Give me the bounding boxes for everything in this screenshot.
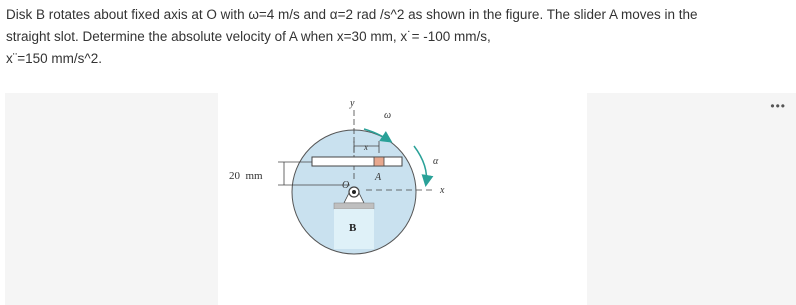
pin-o-center — [352, 190, 356, 194]
x-axis-label: x — [440, 185, 445, 196]
x-dim-label: x — [364, 142, 368, 152]
base-plate — [334, 203, 374, 209]
omega-label: ω — [384, 110, 392, 121]
question-figure — [218, 93, 587, 305]
dimension-label: 20 mm — [229, 170, 263, 182]
question-line-3: x¨=150 mm/s^2. — [6, 51, 102, 66]
left-gallery-panel — [5, 93, 218, 305]
slider-a — [374, 157, 384, 166]
right-gallery-panel — [587, 93, 796, 305]
alpha-label: α — [433, 156, 439, 167]
question-line-1: Disk B rotates about fixed axis at O with ω=4 m/s and α=2 rad /s^2 as shown in the figure. The slider A moves in the — [6, 7, 698, 22]
question-line-2: straight slot. Determine the absolute velocity of A when x=30 mm, x˙= -100 mm/s, — [6, 29, 491, 44]
slider-a-label: A — [375, 172, 382, 183]
y-axis-label: y — [350, 98, 355, 109]
alpha-arrow — [414, 146, 427, 184]
question-text — [6, 4, 791, 70]
more-options-button[interactable]: ••• — [770, 99, 786, 113]
disk-b-label: B — [349, 222, 357, 234]
pin-o-label: O — [342, 180, 350, 191]
straight-slot — [312, 157, 402, 166]
